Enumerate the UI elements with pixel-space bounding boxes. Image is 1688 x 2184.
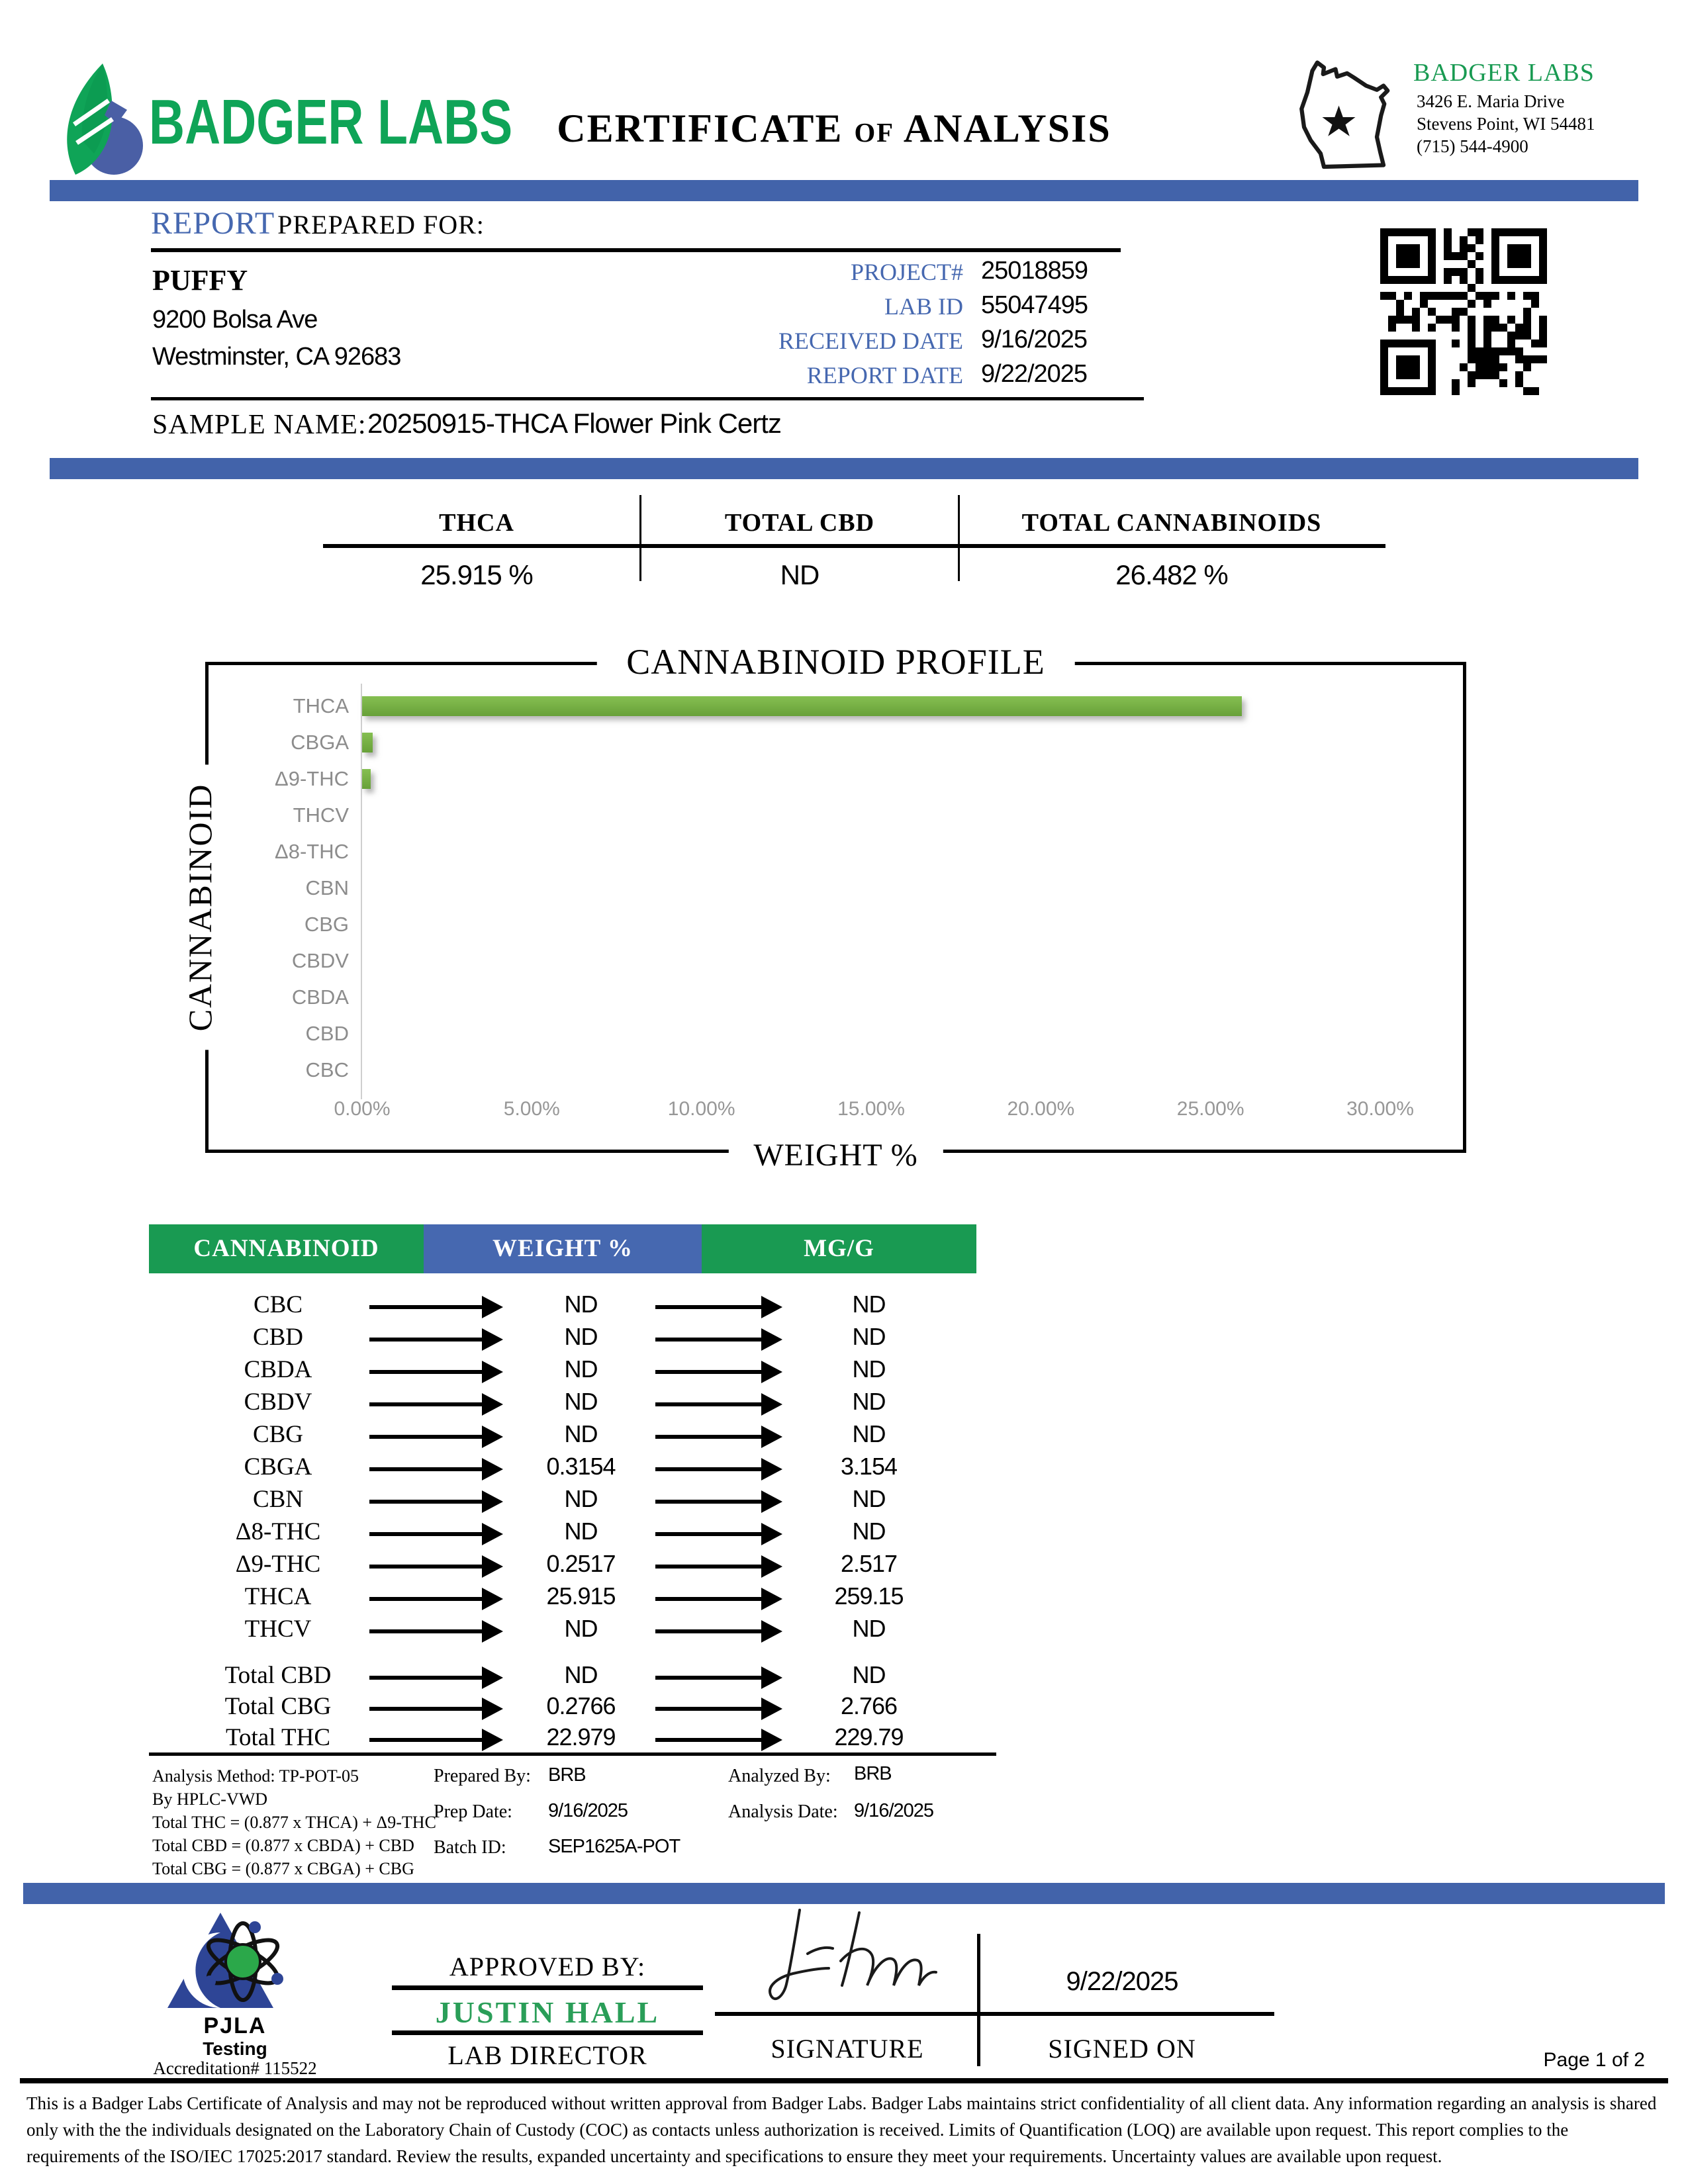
table-cell-cannabinoid: Total THC (225, 1724, 331, 1751)
table-cell-cannabinoid: CBDV (244, 1388, 312, 1416)
batch-id-label: Batch ID: (434, 1837, 506, 1858)
prepared-by-label: Prepared By: (434, 1766, 531, 1786)
meta-value-labid: 55047495 (981, 291, 1088, 319)
arrow-icon (655, 1676, 763, 1680)
table-cell-mgg: ND (852, 1518, 886, 1545)
page-number: Page 1 of 2 (1543, 2049, 1645, 2071)
approved-by-line-bottom (392, 2030, 703, 2035)
arrow-icon (655, 1738, 763, 1742)
chart-bar-Δ9-THC (362, 769, 371, 789)
pjla-accreditation-logo (162, 1910, 305, 2013)
arrow-icon (655, 1500, 763, 1504)
signature-image (755, 1898, 953, 2011)
report-heading-rest: PREPARED FOR: (277, 210, 485, 240)
table-cell-cannabinoid: CBN (252, 1486, 304, 1513)
chart-category-label: CBC (305, 1058, 349, 1081)
analysis-note-line: Total CBG = (0.877 x CBGA) + CBG (152, 1859, 414, 1878)
table-cell-weight: ND (564, 1291, 598, 1318)
table-cell-mgg: ND (852, 1323, 886, 1350)
chart-y-axis-label: CANNABINOID (181, 765, 219, 1050)
arrow-icon (369, 1629, 483, 1633)
summary-vertical-divider-1 (639, 495, 641, 581)
table-cell-weight: 22.979 (546, 1723, 616, 1751)
sample-name-label: SAMPLE NAME: (152, 410, 367, 440)
table-cell-cannabinoid: CBDA (244, 1356, 312, 1383)
table-header-weight: WEIGHT % (424, 1224, 702, 1273)
lab-address-line1: 3426 E. Maria Drive (1417, 91, 1565, 111)
chart-x-tick-label: 15.00% (837, 1098, 905, 1120)
table-cell-weight: ND (564, 1355, 598, 1383)
pjla-testing-text: Testing (203, 2038, 267, 2059)
chart-x-tick-label: 30.00% (1346, 1098, 1414, 1120)
summary-vertical-divider-2 (958, 495, 960, 581)
table-cell-cannabinoid: CBC (253, 1291, 303, 1318)
table-cell-weight: ND (564, 1420, 598, 1447)
table-cell-weight: 0.2766 (546, 1692, 616, 1719)
arrow-icon (369, 1707, 483, 1711)
table-cell-mgg: 2.766 (840, 1692, 898, 1719)
arrow-icon (369, 1738, 483, 1742)
report-heading-word: REPORT (151, 206, 275, 241)
cannabinoid-profile-chart (181, 642, 1466, 1173)
summary-cannabinoids-label: TOTAL CANNABINOIDS (1021, 509, 1322, 537)
signed-on-label: SIGNED ON (1048, 2034, 1196, 2064)
arrow-icon (369, 1402, 483, 1406)
table-cell-cannabinoid: CBD (252, 1324, 304, 1351)
table-header-cannabinoid: CANNABINOID (149, 1224, 424, 1273)
signature-line (715, 2012, 1274, 2016)
batch-id-value: SEP1625A-POT (548, 1836, 680, 1857)
table-cell-cannabinoid: Δ8-THC (235, 1518, 321, 1545)
chart-category-label: THCV (293, 803, 349, 827)
client-name: PUFFY (152, 264, 248, 296)
summary-thca-value: 25.915 % (420, 559, 533, 590)
chart-bar-CBGA (362, 733, 373, 752)
footer-disclaimer: This is a Badger Labs Certificate of Analysis and may not be reproduced without written approval from Badger Labs. Badger Labs maintains strict confidentiality of all client data. Any information regarding an analysis is shared only with the the individuals designated on the Laboratory Chain of Custody (COC) as contacts unless authorization is received. Limits of Quantification (LOQ) are available upon request. This report complies to the requirements of the ISO/IEC 17025:2017 standard. Review the results, expanded uncertainty and specifications to ensure they meet your requirements. Uncertainty values are available upon request. (26, 2093, 1657, 2166)
client-address-line1: 9200 Bolsa Ave (152, 306, 318, 334)
arrow-icon (369, 1565, 483, 1569)
table-cell-weight: ND (564, 1323, 598, 1350)
meta-value-project: 25018859 (981, 257, 1088, 285)
meta-label-received: RECEIVED DATE (778, 328, 963, 354)
table-cell-cannabinoid: Total CBD (224, 1662, 332, 1689)
arrow-icon (655, 1565, 763, 1569)
analysis-note-line: Total CBD = (0.877 x CBDA) + CBD (152, 1836, 414, 1855)
analysis-date-label: Analysis Date: (728, 1801, 838, 1822)
table-header-mgg: MG/G (702, 1224, 976, 1273)
totals-divider-line (149, 1752, 996, 1756)
approved-by-line-top (392, 1985, 703, 1990)
analysis-note-line: By HPLC-VWD (152, 1790, 268, 1809)
meta-value-reportdate: 9/22/2025 (981, 360, 1088, 388)
wisconsin-state-icon (1288, 54, 1403, 180)
chart-category-label: CBD (305, 1022, 349, 1045)
signature-label: SIGNATURE (771, 2034, 924, 2064)
chart-category-label: CBN (305, 876, 349, 899)
table-cell-mgg: 229.79 (834, 1723, 904, 1751)
chart-category-label: CBDV (291, 949, 349, 972)
meta-label-project: PROJECT# (850, 259, 963, 285)
table-cell-mgg: ND (852, 1485, 886, 1512)
summary-cbd-label: TOTAL CBD (724, 509, 875, 537)
arrow-icon (655, 1707, 763, 1711)
report-heading (151, 205, 485, 242)
arrow-icon (369, 1467, 483, 1471)
divider-bar-top (50, 180, 1638, 201)
table-cell-mgg: ND (852, 1661, 886, 1688)
qr-code (1380, 228, 1547, 395)
badger-labs-logotype: BADGER LABS (149, 87, 513, 158)
arrow-icon (369, 1370, 483, 1374)
table-cell-cannabinoid: CBGA (244, 1453, 312, 1480)
sample-name-value: 20250915-THCA Flower Pink Certz (367, 408, 781, 439)
meta-label-reportdate: REPORT DATE (806, 362, 963, 388)
table-cell-mgg: 259.15 (834, 1582, 904, 1610)
table-cell-cannabinoid: Total CBG (224, 1693, 332, 1720)
table-cell-mgg: ND (852, 1355, 886, 1383)
table-cell-mgg: 2.517 (840, 1550, 898, 1577)
approver-role-label: LAB DIRECTOR (447, 2040, 647, 2070)
table-cell-weight: ND (564, 1485, 598, 1512)
arrow-icon (655, 1629, 763, 1633)
report-divider-line (151, 248, 1121, 252)
arrow-icon (655, 1305, 763, 1309)
table-cell-mgg: ND (852, 1615, 886, 1642)
summary-cbd-value: ND (780, 559, 820, 590)
arrow-icon (369, 1597, 483, 1601)
table-cell-cannabinoid: CBG (252, 1421, 304, 1448)
analyzed-by-label: Analyzed By: (728, 1766, 831, 1786)
chart-category-label: CBDA (291, 985, 349, 1009)
meta-value-received: 9/16/2025 (981, 326, 1088, 353)
arrow-icon (369, 1435, 483, 1439)
table-cell-mgg: 3.154 (840, 1453, 898, 1480)
arrow-icon (369, 1676, 483, 1680)
pjla-text: PJLA (203, 2013, 267, 2038)
arrow-icon (655, 1597, 763, 1601)
chart-category-label: Δ8-THC (275, 840, 349, 863)
arrow-icon (369, 1305, 483, 1309)
divider-bar-2 (50, 458, 1638, 479)
analysis-date-value: 9/16/2025 (854, 1800, 934, 1821)
signed-on-date: 9/22/2025 (1066, 1967, 1178, 1996)
table-cell-mgg: ND (852, 1388, 886, 1415)
chart-x-tick-label: 10.00% (667, 1098, 735, 1120)
chart-x-tick-label: 5.00% (503, 1098, 560, 1120)
arrow-icon (655, 1370, 763, 1374)
title-of: OF (854, 118, 895, 148)
prep-date-label: Prep Date: (434, 1801, 512, 1822)
lab-phone: (715) 544-4900 (1417, 136, 1528, 156)
page-title (503, 106, 1165, 152)
arrow-icon (655, 1338, 763, 1342)
chart-x-axis-label: WEIGHT % (728, 1137, 943, 1173)
chart-x-tick-label: 0.00% (334, 1098, 391, 1120)
table-cell-weight: 0.2517 (546, 1550, 616, 1577)
table-cell-weight: ND (564, 1518, 598, 1545)
prepared-by-value: BRB (548, 1764, 586, 1786)
table-cell-cannabinoid: THCA (244, 1583, 312, 1610)
table-cell-weight: ND (564, 1388, 598, 1415)
arrow-icon (655, 1435, 763, 1439)
table-cell-weight: ND (564, 1661, 598, 1688)
summary-cannabinoids-value: 26.482 % (1115, 559, 1228, 590)
table-cell-mgg: ND (852, 1291, 886, 1318)
title-analysis: ANALYSIS (903, 107, 1111, 150)
approver-name: JUSTIN HALL (435, 1995, 660, 2029)
pjla-accreditation-number: Accreditation# 115522 (153, 2058, 317, 2078)
arrow-icon (369, 1500, 483, 1504)
arrow-icon (655, 1402, 763, 1406)
table-cell-weight: 0.3154 (546, 1453, 616, 1480)
analysis-note-line: Total THC = (0.877 x THCA) + Δ9-THC (152, 1813, 436, 1832)
arrow-icon (369, 1338, 483, 1342)
table-cell-mgg: ND (852, 1420, 886, 1447)
analyzed-by-value: BRB (854, 1763, 892, 1784)
arrow-icon (655, 1467, 763, 1471)
summary-thca-label: THCA (439, 509, 514, 537)
client-address-line2: Westminster, CA 92683 (152, 343, 401, 371)
table-cell-cannabinoid: THCV (244, 1615, 312, 1643)
arrow-icon (655, 1532, 763, 1536)
chart-category-label: CBG (304, 913, 349, 936)
chart-x-tick-label: 20.00% (1007, 1098, 1075, 1120)
meta-label-labid: LAB ID (884, 293, 963, 320)
sample-divider-line (151, 397, 1144, 400)
arrow-icon (369, 1532, 483, 1536)
lab-address-line2: Stevens Point, WI 54481 (1417, 114, 1595, 134)
prep-date-value: 9/16/2025 (548, 1800, 628, 1821)
table-cell-weight: ND (564, 1615, 598, 1642)
summary-divider-line (323, 544, 1385, 548)
approved-by-label: APPROVED BY: (449, 1952, 646, 1981)
title-certificate: CERTIFICATE (557, 107, 843, 150)
chart-bar-THCA (362, 696, 1242, 716)
footer-divider-line (20, 2078, 1668, 2083)
analysis-note-line: Analysis Method: TP-POT-05 (152, 1766, 359, 1786)
table-cell-weight: 25.915 (546, 1582, 616, 1610)
lab-name: BADGER LABS (1413, 59, 1595, 87)
chart-x-tick-label: 25.00% (1176, 1098, 1244, 1120)
chart-title: CANNABINOID PROFILE (596, 641, 1075, 682)
table-cell-cannabinoid: Δ9-THC (235, 1551, 321, 1578)
signoff-vertical-divider (977, 1934, 980, 2066)
chart-category-label: CBGA (291, 731, 349, 754)
chart-category-label: THCA (293, 694, 349, 717)
badger-labs-leaf-logo-icon (48, 61, 147, 180)
chart-category-label: Δ9-THC (275, 767, 349, 790)
